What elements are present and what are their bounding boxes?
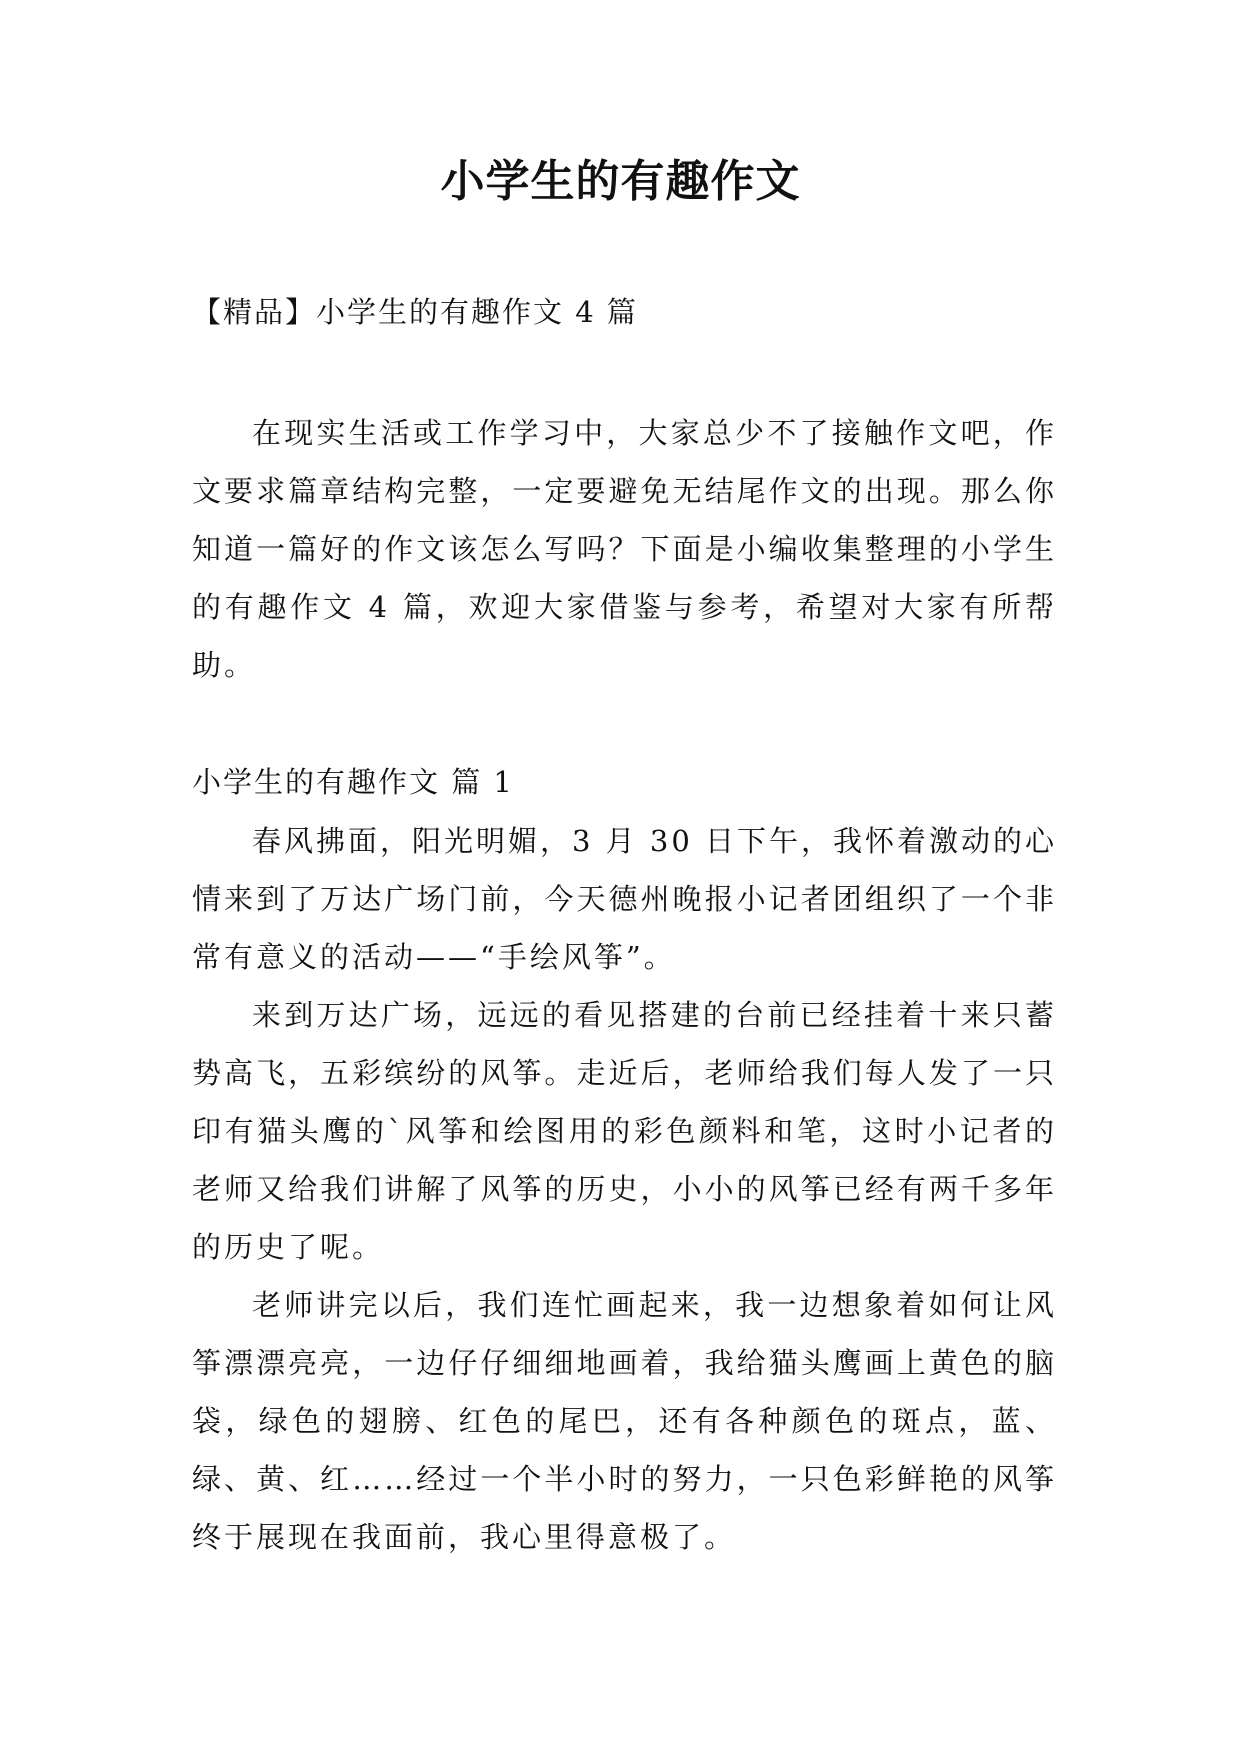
- section-heading: 小学生的有趣作文 篇 1: [192, 765, 514, 799]
- page-title: 小学生的有趣作文: [440, 156, 801, 207]
- document-subtitle: 【精品】小学生的有趣作文 4 篇: [192, 295, 638, 329]
- essay-paragraph: 老师讲完以后，我们连忙画起来，我一边想象着如何让风筝漂漂亮亮，一边仔仔细细地画着，我给猫头鹰画上黄色的脑袋，绿色的翅膀、红色的尾巴，还有各种颜色的斑点，蓝、绿、黄、红……经过一个半小时的努力，一只色彩鲜艳的风筝终于展现在我面前，我心里得意极了。: [192, 1288, 1057, 1554]
- essay-paragraph: 春风拂面，阳光明媚，3 月 30 日下午，我怀着激动的心情来到了万达广场门前，今天德州晚报小记者团组织了一个非常有意义的活动——“手绘风筝”。: [192, 824, 1058, 974]
- intro-paragraph: 在现实生活或工作学习中，大家总少不了接触作文吧，作文要求篇章结构完整，一定要避免无结尾作文的出现。那么你知道一篇好的作文该怎么写吗？下面是小编收集整理的小学生的有趣作文 4 篇，欢迎大家借鉴与参考，希望对大家有所帮助。: [192, 416, 1057, 682]
- essay-body: [192, 812, 1057, 1566]
- essay-paragraph: 来到万达广场，远远的看见搭建的台前已经挂着十来只蓄势高飞，五彩缤纷的风筝。走近后，老师给我们每人发了一只印有猫头鹰的`风筝和绘图用的彩色颜料和笔，这时小记者的老师又给我们讲解了风筝的历史，小小的风筝已经有两千多年的历史了呢。: [192, 998, 1057, 1264]
